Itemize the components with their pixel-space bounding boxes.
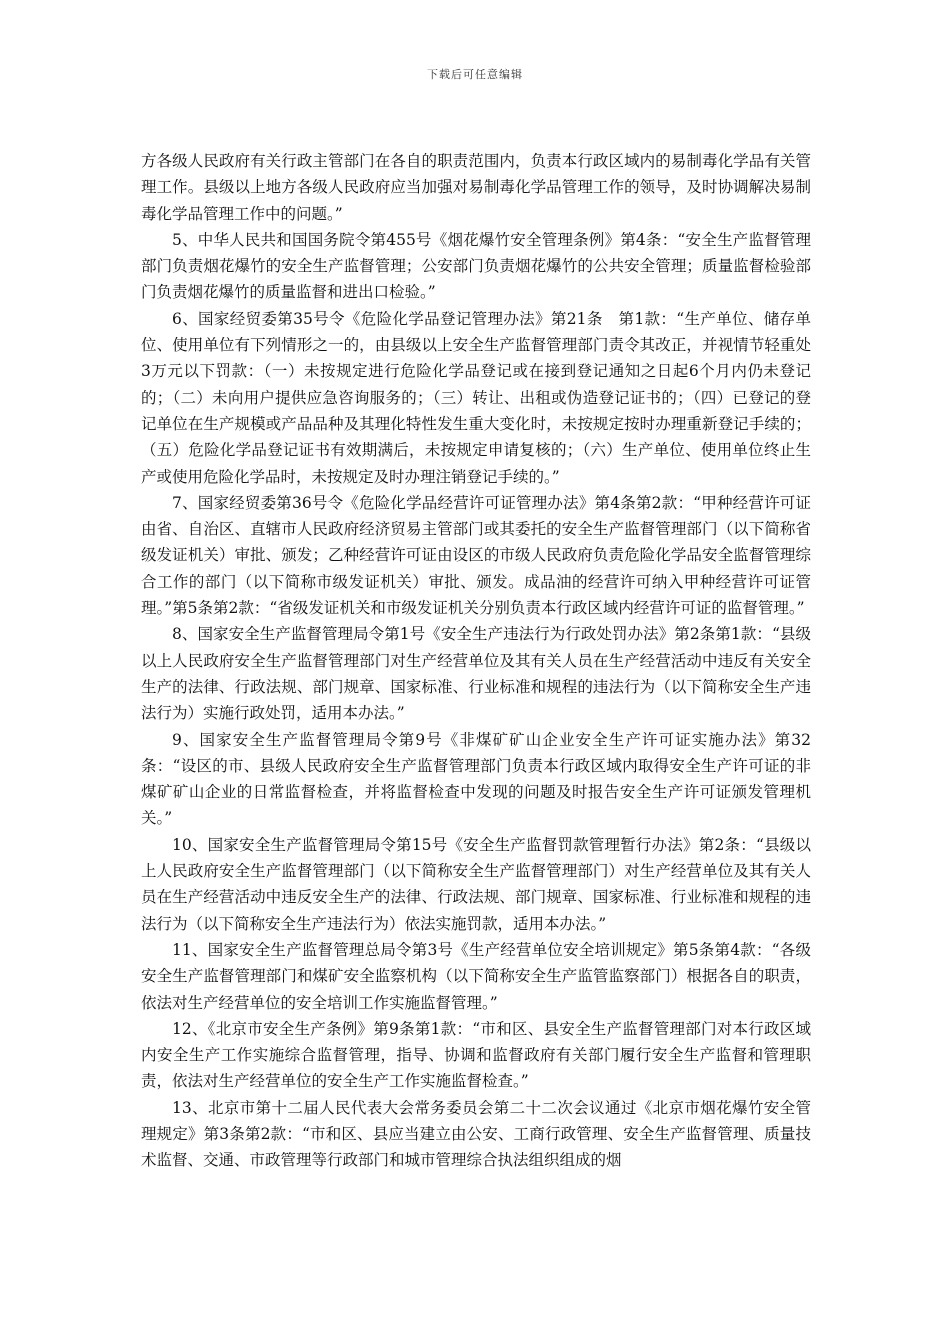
document-body bbox=[141, 148, 811, 1174]
paragraph-item-6: 6、国家经贸委第35号令《危险化学品登记管理办法》第21条 第1款：“生产单位、储存单位、使用单位有下列情形之一的，由县级以上安全生产监督管理部门责令其改正，并视情节轻重处3万元以下罚款：（一）未按规定进行危险化学品登记或在接到登记通知之日起6个月内仍未登记的；（二）未向用户提供应急咨询服务的；（三）转让、出租或伪造登记证书的；（四）已登记的登记单位在生产规模或产品品种及其理化特性发生重大变化时，未按规定按时办理重新登记手续的；（五）危险化学品登记证书有效期满后，未按规定申请复核的；（六）生产单位、使用单位终止生产或使用危险化学品时，未按规定及时办理注销登记手续的。” bbox=[141, 309, 811, 486]
paragraph-item-12: 12、《北京市安全生产条例》第9条第1款：“市和区、县安全生产监督管理部门对本行政区域内安全生产工作实施综合监督管理，指导、协调和监督政府有关部门履行安全生产监督和管理职责，依法对生产经营单位的安全生产工作实施监督检查。” bbox=[141, 1019, 811, 1091]
paragraph-item-11: 11、国家安全生产监督管理总局令第3号《生产经营单位安全培训规定》第5条第4款：“各级安全生产监督管理部门和煤矿安全监察机构（以下简称安全生产监管监察部门）根据各自的职责，依法对生产经营单位的安全培训工作实施监督管理。” bbox=[141, 940, 811, 1012]
page-header: 下载后可任意编辑 bbox=[427, 68, 523, 81]
paragraph-item-8: 8、国家安全生产监督管理局令第1号《安全生产违法行为行政处罚办法》第2条第1款：“县级以上人民政府安全生产监督管理部门对生产经营单位及其有关人员在生产经营活动中违反有关安全生产的法律、行政法规、部门规章、国家标准、行业标准和规程的违法行为（以下简称安全生产违法行为）实施行政处罚，适用本办法。” bbox=[141, 625, 811, 723]
paragraph-item-13: 13、北京市第十二届人民代表大会常务委员会第二十二次会议通过《北京市烟花爆竹安全管理规定》第3条第2款：“市和区、县应当建立由公安、工商行政管理、安全生产监督管理、质量技术监督、交通、市政管理等行政部门和城市管理综合执法组织组成的烟 bbox=[141, 1098, 811, 1170]
paragraph-item-10: 10、国家安全生产监督管理局令第15号《安全生产监督罚款管理暂行办法》第2条：“县级以上人民政府安全生产监督管理部门（以下简称安全生产监督管理部门）对生产经营单位及其有关人员在生产经营活动中违反安全生产的法律、行政法规、部门规章、国家标准、行业标准和规程的违法行为（以下简称安全生产违法行为）依法实施罚款，适用本办法。” bbox=[141, 835, 811, 933]
paragraph-item-7: 7、国家经贸委第36号令《危险化学品经营许可证管理办法》第4条第2款：“甲种经营许可证由省、自治区、直辖市人民政府经济贸易主管部门或其委托的安全生产监督管理部门（以下简称省级发证机关）审批、颁发；乙种经营许可证由设区的市级人民政府负责危险化学品安全监督管理综合工作的部门（以下简称市级发证机关）审批、颁发。成品油的经营许可纳入甲种经营许可证管理。”第5条第2款：“省级发证机关和市级发证机关分别负责本行政区域内经营许可证的监督管理。” bbox=[141, 493, 811, 618]
paragraph-item-9: 9、国家安全生产监督管理局令第9号《非煤矿矿山企业安全生产许可证实施办法》第32条：“设区的市、县级人民政府安全生产监督管理部门负责本行政区域内取得安全生产许可证的非煤矿矿山企业的日常监督检查，并将监督检查中发现的问题及时报告安全生产许可证颁发管理机关。” bbox=[141, 730, 811, 828]
paragraph-item-5: 5、中华人民共和国国务院令第455号《烟花爆竹安全管理条例》第4条：“安全生产监督管理部门负责烟花爆竹的安全生产监督管理；公安部门负责烟花爆竹的公共安全管理；质量监督检验部门负责烟花爆竹的质量监督和进出口检验。” bbox=[141, 230, 811, 302]
paragraph-continuation: 方各级人民政府有关行政主管部门在各自的职责范围内，负责本行政区域内的易制毒化学品有关管理工作。县级以上地方各级人民政府应当加强对易制毒化学品管理工作的领导，及时协调解决易制毒化学品管理工作中的问题。” bbox=[141, 152, 811, 223]
